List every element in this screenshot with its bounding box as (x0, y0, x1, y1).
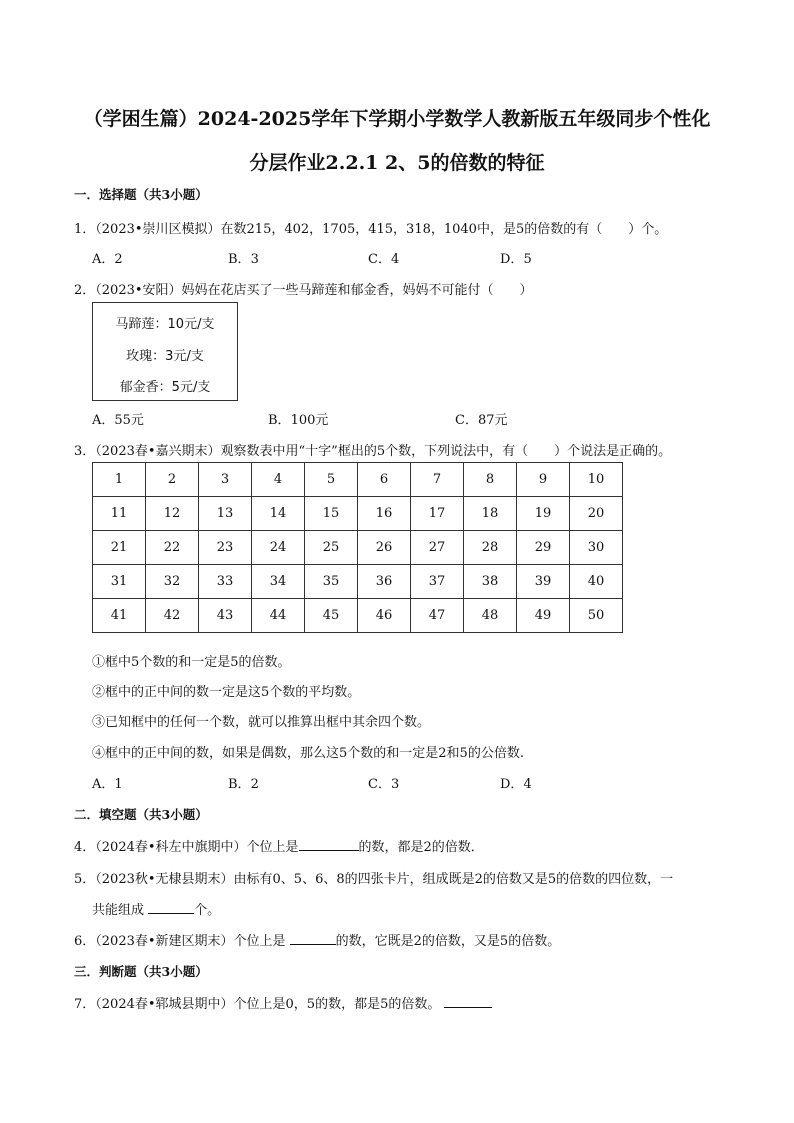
table-cell: 32 (146, 565, 199, 599)
table-cell: 11 (93, 497, 146, 531)
table-cell: 45 (305, 599, 358, 633)
statement-3: ③已知框中的任何一个数，就可以推算出框中其余四个数。 (92, 715, 431, 730)
table-cell: 29 (517, 531, 570, 565)
table-cell: 5 (305, 463, 358, 497)
table-cell: 9 (517, 463, 570, 497)
table-cell: 23 (199, 531, 252, 565)
table-cell: 18 (464, 497, 517, 531)
q2-option-a: A．55元 (92, 413, 144, 428)
price-line-rose: 玫瑰：3元/支 (126, 349, 204, 364)
table-cell: 43 (199, 599, 252, 633)
price-line-tulip: 郁金香：5元/支 (119, 380, 211, 395)
table-cell: 30 (570, 531, 623, 565)
table-cell: 36 (358, 565, 411, 599)
statement-2: ②框中的正中间的数一定是这5个数的平均数。 (92, 685, 361, 700)
q3-option-b: B．2 (228, 777, 259, 792)
table-cell: 37 (411, 565, 464, 599)
question-5-text: 5．（2023秋•无棣县期末）由标有0、5、6、8的四张卡片，组成既是2的倍数又是5的倍数的四位数，一 (74, 872, 674, 887)
table-cell: 46 (358, 599, 411, 633)
page-title-line2: 分层作业2.2.1 2、5的倍数的特征 (249, 152, 545, 174)
answer-blank[interactable] (299, 838, 359, 851)
question-4-text-after: 的数，都是2的倍数． (358, 840, 484, 855)
table-cell: 8 (464, 463, 517, 497)
table-cell: 12 (146, 497, 199, 531)
section-heading-choice: 一．选择题（共3小题） (74, 187, 208, 202)
statement-4: ④框中的正中间的数，如果是偶数，那么这5个数的和一定是2和5的公倍数. (92, 746, 524, 761)
question-3-text: 3．（2023春•嘉兴期末）观察数表中用“十字”框出的5个数，下列说法中，有（ ）个说法是正确的。 (74, 444, 672, 459)
question-7-text: 7．（2024春•郓城县期中）个位上是0，5的数，都是5的倍数。 (74, 997, 445, 1012)
q1-option-b: B．3 (228, 252, 259, 267)
table-cell: 15 (305, 497, 358, 531)
table-cell: 7 (411, 463, 464, 497)
answer-blank[interactable] (290, 932, 336, 945)
table-cell: 13 (199, 497, 252, 531)
table-cell: 26 (358, 531, 411, 565)
table-cell: 27 (411, 531, 464, 565)
table-cell: 34 (252, 565, 305, 599)
question-2-text: 2．（2023•安阳）妈妈在花店买了一些马蹄莲和郁金香，妈妈不可能付（ ） (74, 283, 533, 298)
table-cell: 10 (570, 463, 623, 497)
price-line-calla: 马蹄莲：10元/支 (115, 317, 215, 332)
table-cell: 2 (146, 463, 199, 497)
table-cell: 17 (411, 497, 464, 531)
table-cell: 25 (305, 531, 358, 565)
table-cell: 48 (464, 599, 517, 633)
table-row (93, 599, 623, 633)
answer-blank[interactable] (148, 901, 194, 914)
question-6 (74, 930, 560, 949)
table-cell: 21 (93, 531, 146, 565)
table-cell: 44 (252, 599, 305, 633)
table-cell: 28 (464, 531, 517, 565)
answer-blank[interactable] (444, 995, 492, 1008)
q2-option-c: C．87元 (455, 413, 508, 428)
q1-option-c: C．4 (368, 252, 400, 267)
question-5-text-before: 共能组成 (92, 903, 149, 918)
table-cell: 47 (411, 599, 464, 633)
question-6-text-before: 6．（2023春•新建区期末）个位上是 (74, 934, 290, 949)
table-cell: 24 (252, 531, 305, 565)
question-1-text: 1．（2023•崇川区模拟）在数215，402，1705，415，318，1040中，是5的倍数的有（ ）个。 (74, 222, 668, 237)
section-heading-fill: 二．填空题（共3小题） (74, 807, 208, 822)
table-row (93, 497, 623, 531)
table-cell: 49 (517, 599, 570, 633)
table-cell: 3 (199, 463, 252, 497)
table-cell: 42 (146, 599, 199, 633)
table-cell: 40 (570, 565, 623, 599)
page-title-line1: （学困生篇）2024-2025学年下学期小学数学人教新版五年级同步个性化 (83, 108, 711, 130)
question-4-text-before: 4．（2024春•科左中旗期中）个位上是 (74, 840, 299, 855)
table-cell: 14 (252, 497, 305, 531)
question-6-text-after: 的数，它既是2的倍数，又是5的倍数。 (335, 934, 561, 949)
question-7 (74, 993, 492, 1012)
table-cell: 20 (570, 497, 623, 531)
table-cell: 4 (252, 463, 305, 497)
q3-option-d: D．4 (500, 777, 532, 792)
statement-1: ①框中5个数的和一定是5的倍数。 (92, 655, 291, 670)
table-cell: 6 (358, 463, 411, 497)
table-cell: 22 (146, 531, 199, 565)
section-heading-judge: 三．判断题（共3小题） (74, 964, 208, 979)
question-5-line2 (92, 899, 220, 918)
table-cell: 35 (305, 565, 358, 599)
table-cell: 50 (570, 599, 623, 633)
table-cell: 19 (517, 497, 570, 531)
price-box (92, 302, 238, 401)
q1-option-a: A．2 (92, 252, 123, 267)
table-row (93, 463, 623, 497)
question-4 (74, 836, 484, 855)
q3-option-c: C．3 (368, 777, 400, 792)
table-cell: 41 (93, 599, 146, 633)
table-cell: 1 (93, 463, 146, 497)
q3-option-a: A．1 (92, 777, 123, 792)
table-row (93, 565, 623, 599)
table-cell: 39 (517, 565, 570, 599)
q1-option-d: D．5 (500, 252, 532, 267)
table-row (93, 531, 623, 565)
table-cell: 38 (464, 565, 517, 599)
table-cell: 33 (199, 565, 252, 599)
table-cell: 16 (358, 497, 411, 531)
q2-option-b: B．100元 (268, 413, 329, 428)
table-cell: 31 (93, 565, 146, 599)
question-5-text-after: 个。 (194, 903, 221, 918)
number-table (92, 462, 623, 633)
